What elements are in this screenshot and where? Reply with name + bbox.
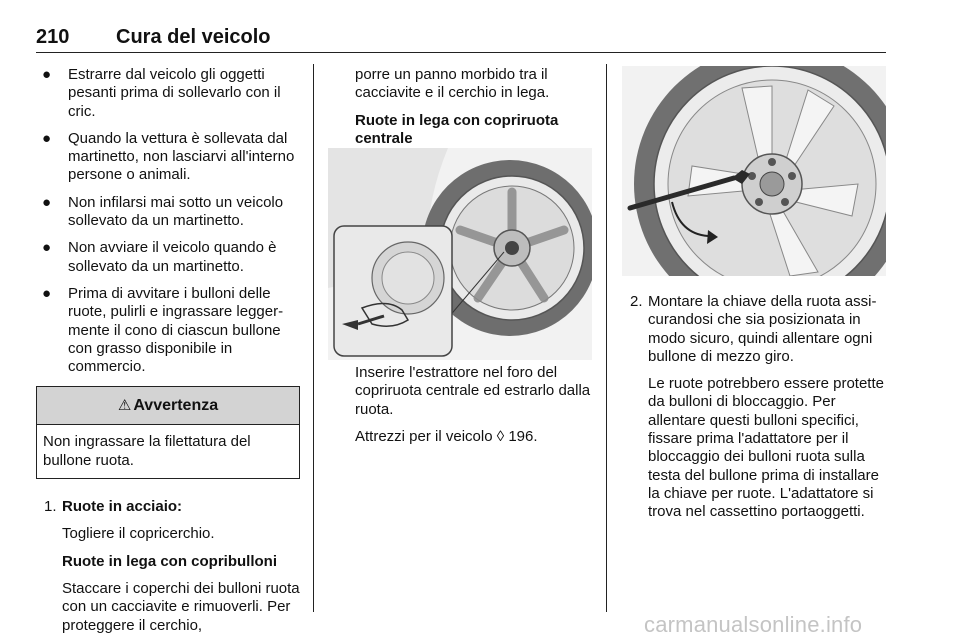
column-2-lower [355, 364, 593, 455]
bullet-icon: ● [42, 284, 52, 302]
page-number: 210 [36, 26, 70, 48]
step-number: 1. [44, 498, 57, 516]
column-divider [313, 64, 314, 612]
warning-text: Non ingrassare la filettatura del bullone ruota. [43, 433, 251, 469]
step-text: Staccare i coperchi dei bulloni ruota con un cacciavite e rimuoverli. Per proteggere il cerchio, [62, 579, 300, 634]
list-item: ● Non avviare il veicolo quando è sollevato da un martinetto. [42, 239, 277, 275]
list-item: ● Non infilarsi mai sotto un veicolo sollevato da un martinetto. [42, 193, 284, 230]
safety-bullet-list [36, 66, 300, 376]
list-item: ● Prima di avvitare i bulloni delle ruote, pulirli e ingrassare leggermente il cono di ciascun bullone con grasso disponibile in commercio. [42, 284, 284, 376]
subheading: Ruote in lega con copriruota centrale [355, 111, 559, 147]
step-text: Montare la chiave della ruota assicurandosi che sia posizionata in modo sicuro, quindi allentare ogni bullone di mezzo giro. [648, 293, 877, 365]
header-rule [36, 52, 886, 53]
step-text: Le ruote potrebbero essere protette da bulloni di bloccaggio. Per allentare questi bulloni specifici, fissare prima l'adattatore per il bloccaggio dei bulloni ruota sulla testa del bullone prima di installare la chiave per ruote. L'adattatore si trova nel cassettino portaoggetti. [648, 375, 884, 521]
subheading: Ruote in lega con copribulloni [62, 552, 278, 570]
step-text: Togliere il copricerchio. [62, 525, 215, 543]
step-1 [36, 498, 300, 635]
step-title: Ruote in acciaio: [62, 498, 183, 516]
bullet-icon: ● [42, 193, 52, 211]
column-2 [355, 66, 593, 156]
wheel-wrench-illustration [622, 66, 886, 276]
list-item: ● Quando la vettura è sollevata dal martinetto, non lasciarvi all'interno persone o animali. [42, 129, 295, 184]
bullet-icon: ● [42, 129, 52, 147]
page-ref-icon: ◊ [496, 427, 505, 445]
bullet-icon: ● [42, 239, 52, 257]
warning-header [37, 387, 299, 425]
paragraph: porre un panno morbido tra il cacciavite e il cerchio in lega. [355, 66, 550, 102]
column-1 [36, 66, 300, 644]
warning-box [36, 386, 300, 479]
ref-page: 196. [508, 427, 538, 445]
page-header [36, 26, 886, 48]
warning-triangle-icon: ⚠ [117, 397, 132, 415]
list-item: ● Estrarre dal veicolo gli oggetti pesanti prima di sollevarlo con il cric. [42, 66, 281, 120]
step-2 [622, 293, 886, 366]
figure-caption: Inserire l'estrattore nel foro del copriruota centrale ed estrarlo dalla ruota. [355, 364, 591, 418]
watermark: carmanualsonline.info [644, 612, 863, 637]
bullet-icon: ● [42, 66, 52, 83]
column-divider [606, 64, 607, 612]
warning-title: Avvertenza [133, 397, 219, 415]
section-title: Cura del veicolo [116, 26, 271, 48]
hubcap-removal-illustration [328, 148, 592, 360]
column-3-text [622, 293, 886, 531]
step-number: 2. [630, 293, 643, 310]
cross-reference: Attrezzi per il veicolo ◊ 196. [355, 427, 538, 445]
